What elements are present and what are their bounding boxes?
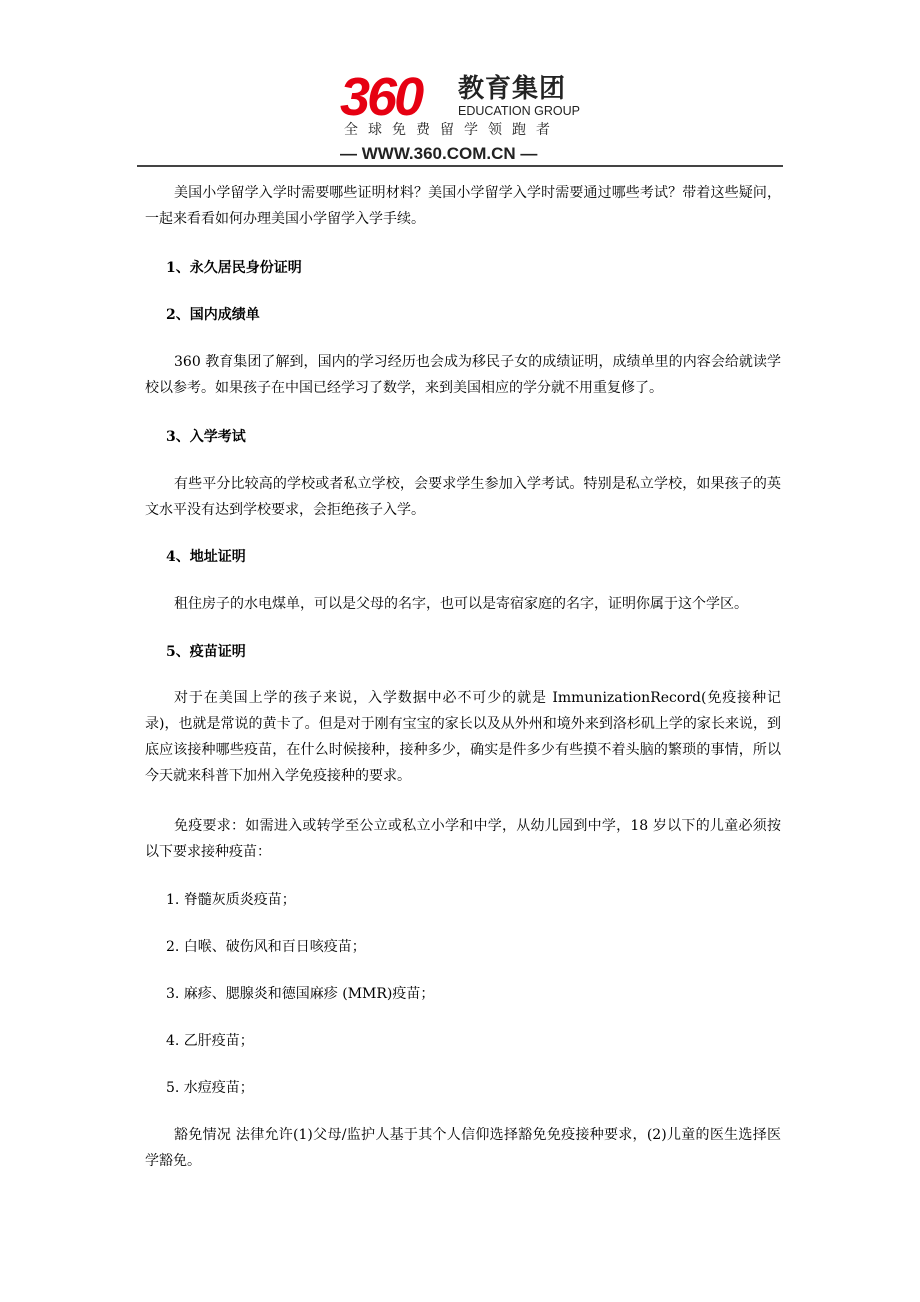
paragraph-requirements: 免疫要求：如需进入或转学至公立或私立小学和中学，从幼儿园到中学，18 岁以下的儿童必须按以下要求接种疫苗： <box>145 818 781 860</box>
logo-number: 360 <box>340 67 422 127</box>
heading-3: 3、入学考试 <box>166 429 246 445</box>
paragraph-transcript: 360 教育集团了解到，国内的学习经历也会成为移民子女的成绩证明，成绩单里的内容会给就读学校以参考。如果孩子在中国已经学习了数学，来到美国相应的学分就不用重复修了。 <box>145 354 781 396</box>
paragraph-exam: 有些平分比较高的学校或者私立学校，会要求学生参加入学考试。特别是私立学校，如果孩子的英文水平没有达到学校要求，会拒绝孩子入学。 <box>145 476 781 518</box>
list-item: 1. 脊髓灰质炎疫苗； <box>166 892 296 908</box>
logo-english-name: EDUCATION GROUP <box>458 104 580 118</box>
header-divider <box>137 165 783 167</box>
list-item: 3. 麻疹、腮腺炎和德国麻疹 (MMR)疫苗； <box>166 986 435 1002</box>
paragraph-exemptions: 豁免情况 法律允许(1)父母/监护人基于其个人信仰选择豁免免疫接种要求，(2)儿童的医生选择医学豁免。 <box>145 1127 781 1169</box>
heading-4: 4、地址证明 <box>166 549 246 565</box>
heading-1: 1、永久居民身份证明 <box>166 260 302 276</box>
logo <box>340 66 585 166</box>
list-item: 2. 白喉、破伤风和百日咳疫苗； <box>166 939 366 955</box>
website-url: — WWW.360.COM.CN — <box>340 144 538 163</box>
list-item: 5. 水痘疫苗； <box>166 1080 254 1096</box>
logo-chinese-name: 教育集团 <box>458 74 567 104</box>
heading-2: 2、国内成绩单 <box>166 307 260 323</box>
slogan: 全球免费留学领跑者 <box>344 122 560 138</box>
heading-5: 5、疫苗证明 <box>166 644 246 660</box>
intro-paragraph: 美国小学留学入学时需要哪些证明材料？美国小学留学入学时需要通过哪些考试？带着这些疑问，一起来看看如何办理美国小学留学入学手续。 <box>145 185 781 227</box>
paragraph-vaccine: 对于在美国上学的孩子来说，入学数据中必不可少的就是 ImmunizationRecord(免疫接种记录)，也就是常说的黄卡了。但是对于刚有宝宝的家长以及从外州和境外来到洛杉矶上学的家长来说，到底应该接种哪些疫苗，在什么时候接种，接种多少，确实是件多少有些摸不着头脑的繁琐的事情，所以今天就来科普下加州入学免疫接种的要求。 <box>145 690 781 784</box>
paragraph-address: 租住房子的水电煤单，可以是父母的名字，也可以是寄宿家庭的名字，证明你属于这个学区。 <box>174 596 748 612</box>
list-item: 4. 乙肝疫苗； <box>166 1033 254 1049</box>
